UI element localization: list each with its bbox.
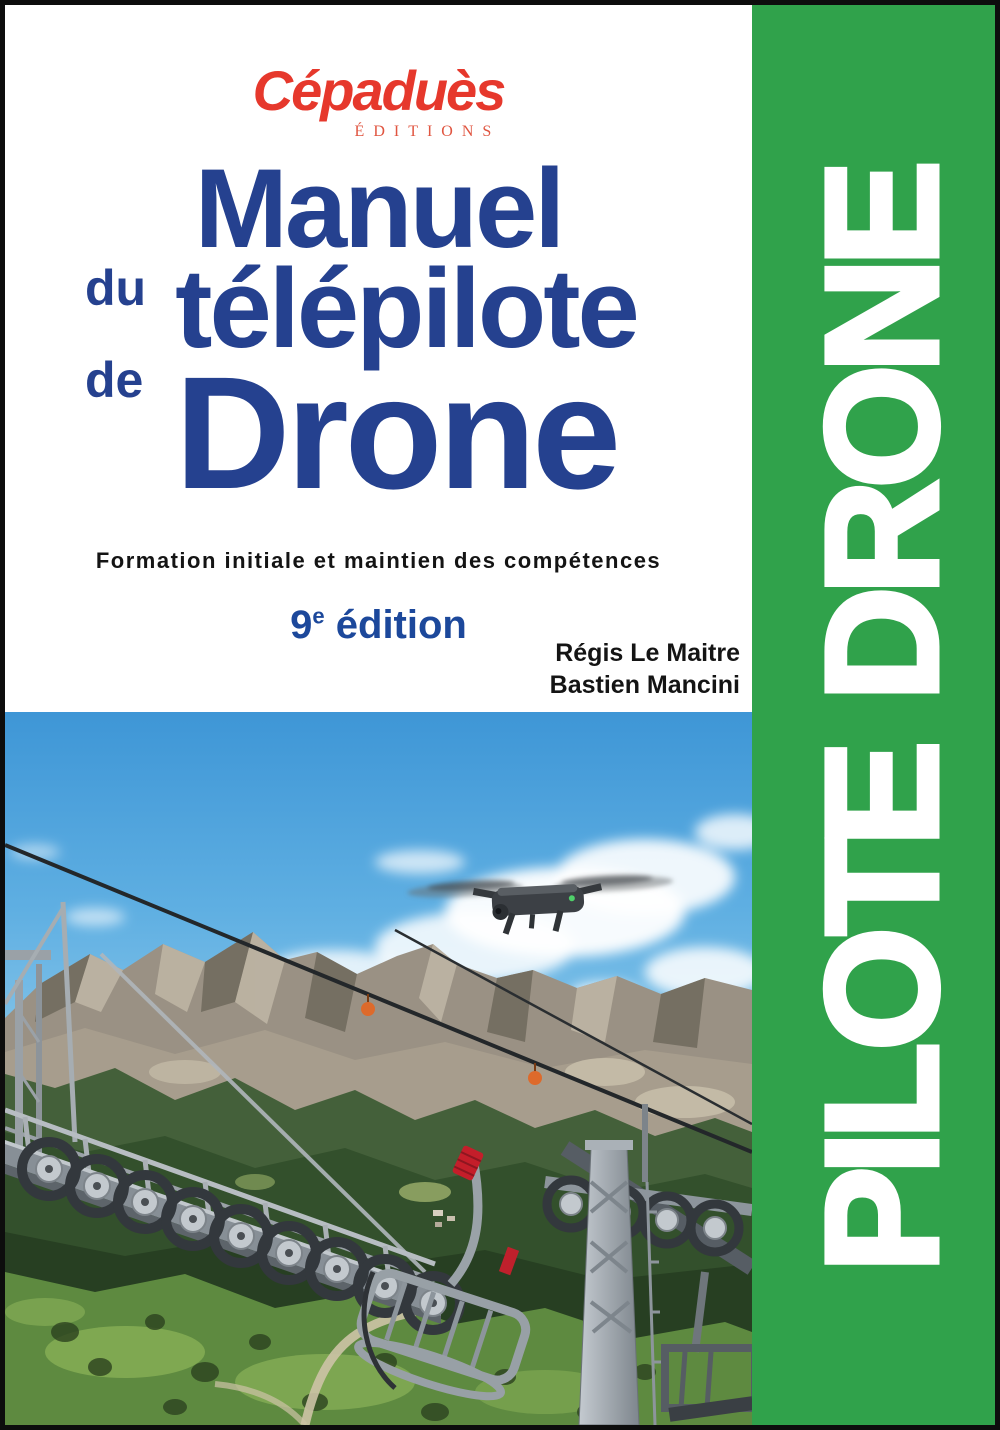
title-prefix-du: du [85,260,147,316]
publisher-subname: ÉDITIONS [354,123,501,140]
cover-photo [5,712,752,1425]
edition-suffix: e [312,603,325,629]
spine-text: PILOTE DRONE [792,168,971,1273]
spine-band [752,5,995,1425]
publisher-name: Cépaduès [252,59,505,122]
edition-word: édition [335,603,467,647]
title-line-drone: Drone [174,343,618,522]
cable-marker [528,1071,542,1085]
title-line-telepilote: télépilote [175,246,637,371]
cable-marker [361,1002,375,1016]
author-1: Régis Le Maitre [555,639,740,667]
photo-illustration [5,712,752,1425]
edition-number: 9 [290,603,313,647]
title-line-manuel: Manuel [194,146,563,271]
author-2: Bastien Mancini [549,671,740,699]
title-prefix-de: de [85,352,144,408]
authors [550,637,740,701]
cover-front [5,5,995,1425]
subtitle: Formation initiale et maintien des compétences [95,548,662,573]
publisher-logo [5,59,752,141]
